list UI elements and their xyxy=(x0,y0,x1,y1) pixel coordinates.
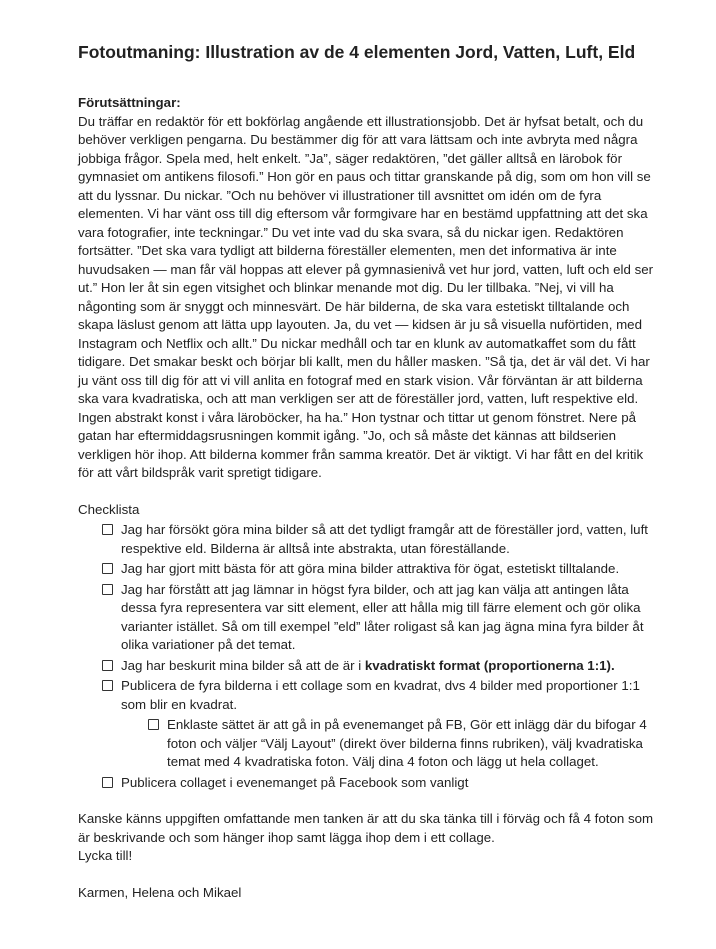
document-page xyxy=(78,40,658,902)
checklist-item xyxy=(102,521,658,558)
checklist-item-text: Enklaste sättet är att gå in på evenemanget på FB, Gör ett inlägg där du bifogar 4 foton och väljer “Välj Layout” (direkt över bilderna finns rubriken), välj kvadratiska temat med 4 kvadratiska foton. Välj dina 4 foton och lägg ut hela collaget. xyxy=(167,717,647,769)
checklist-item xyxy=(102,581,658,655)
signature: Karmen, Helena och Mikael xyxy=(78,884,242,900)
checklist-item xyxy=(102,677,658,714)
checkbox[interactable] xyxy=(102,524,113,535)
checkbox[interactable] xyxy=(102,563,113,574)
checklist-item xyxy=(102,657,658,676)
checkbox[interactable] xyxy=(102,584,113,595)
checkbox[interactable] xyxy=(102,777,113,788)
checklist-item-text: Jag har gjort mitt bästa för att göra mina bilder attraktiva för ögat, estetiskt tilltalande. xyxy=(121,561,620,576)
closing-wish: Lycka till! xyxy=(78,848,133,863)
checkbox[interactable] xyxy=(102,680,113,691)
checkbox[interactable] xyxy=(102,660,113,671)
prerequisites-heading: Förutsättningar: xyxy=(78,95,181,110)
checklist-item-text-plain: Jag har beskurit mina bilder så att de är i xyxy=(121,657,365,673)
checklist-item-text: Publicera collaget i evenemanget på Facebook som vanligt xyxy=(121,774,469,790)
closing-paragraph xyxy=(78,810,658,866)
checklist-heading: Checklista xyxy=(78,501,140,517)
checklist xyxy=(78,521,658,792)
checklist-subitem xyxy=(148,716,658,772)
document-title: Fotoutmaning: Illustration av de 4 elementen Jord, Vatten, Luft, Eld xyxy=(78,42,636,62)
closing-text: Kanske känns uppgiften omfattande men tanken är att du ska tänka till i förväg och få 4 foton som är beskrivande och som hänger ihop samt lägga ihop dem i ett collage. xyxy=(78,811,654,845)
checklist-item-text: Publicera de fyra bilderna i ett collage som en kvadrat, dvs 4 bilder med proportioner 1:1 som blir en kvadrat. xyxy=(121,678,640,712)
checklist-item xyxy=(102,560,658,579)
checklist-item xyxy=(102,774,658,793)
checklist-item-text-bold: kvadratiskt format (proportionerna 1:1). xyxy=(364,657,615,673)
prerequisites-text: Du träffar en redaktör för ett bokförlag angående ett illustrationsjobb. Det är hyfsat betalt, och du behöver verkligen pengarna. Du bestämmer dig för att vara lättsam och inte avbryta med några jobbiga frågor. Spela med, helt enkelt. ”Ja”, säger redaktören, ”det gäller alltså en lärobok för gymnasiet om antikens filosofi.” Hon gör en paus och tittar granskande på dig, som om hon vill se att du lyssnar. Du nickar. ”Och nu behöver vi illustrationer till avsnittet om idén om de fyra elementen. Vi har vänt oss till dig eftersom vår formgivare har en bestämd uppfattning att det ska vara fotografier, inte teckningar.” Du vet inte vad du ska svara, så du nickar igen. Redaktören fortsätter. ”Det ska vara tydligt att bilderna föreställer elementen, men det informativa är inte huvudsaken — man får väl hoppas att elever på gymnasienivå vet hur jord, vatten, luft och eld ser ut.” Hon ler åt sin egen vitsighet och blinkar menande mot dig. Du ler tillbaka. ”Nej, vi vill ha någonting som är snyggt och minnesvärt. De här bilderna, de ska vara estetiskt tilltalande och skapa läslust genom att lätta upp layouten. Ja, du vet — kidsen är ju så visuella nuförtiden, med Instagram och Netflix och allt.” Du nickar medhåll och tar en klunk av automatkaffet som du fått tidigare. Det smakar beskt och börjar bli kallt, men du håller masken. ”Så tja, det är väl det. Vi har ju vänt oss till dig för att vi vill anlita en fotograf med en stark vision. Vår förväntan är att bilderna ska vara kvadratiska, och att man verkligen ser att de föreställer jord, vatten, luft respektive eld. Ingen abstrakt konst i våra läroböcker, ha ha.” Hon tystnar och tittar ut genom fönstret. Nere på gatan har eftermiddagsrusningen kommit igång. ”Jo, och så måste det kännas att bildserien verkligen hör ihop. Att bilderna kommer från samma kreatör. Det är viktigt. Vi har fått en del kritik för att vårt bildspråk varit spretigt tidigare. xyxy=(78,113,654,480)
checkbox[interactable] xyxy=(148,719,159,730)
checklist-item-text xyxy=(121,657,615,676)
checklist-item-text: Jag har försökt göra mina bilder så att det tydligt framgår att de föreställer jord, vatten, luft respektive eld. Bilderna är alltså inte abstrakta, utan föreställande. xyxy=(121,522,648,556)
checklist-item-text: Jag har förstått att jag lämnar in högst fyra bilder, och att jag kan välja att antingen låta dessa fyra representera var sitt element, eller att hålla mig till färre element och gör olika varianter istället. Så om till exempel ”eld” låter roligast så kan jag ägna mina fyra bilder åt olika variationer på det temat. xyxy=(121,581,644,652)
